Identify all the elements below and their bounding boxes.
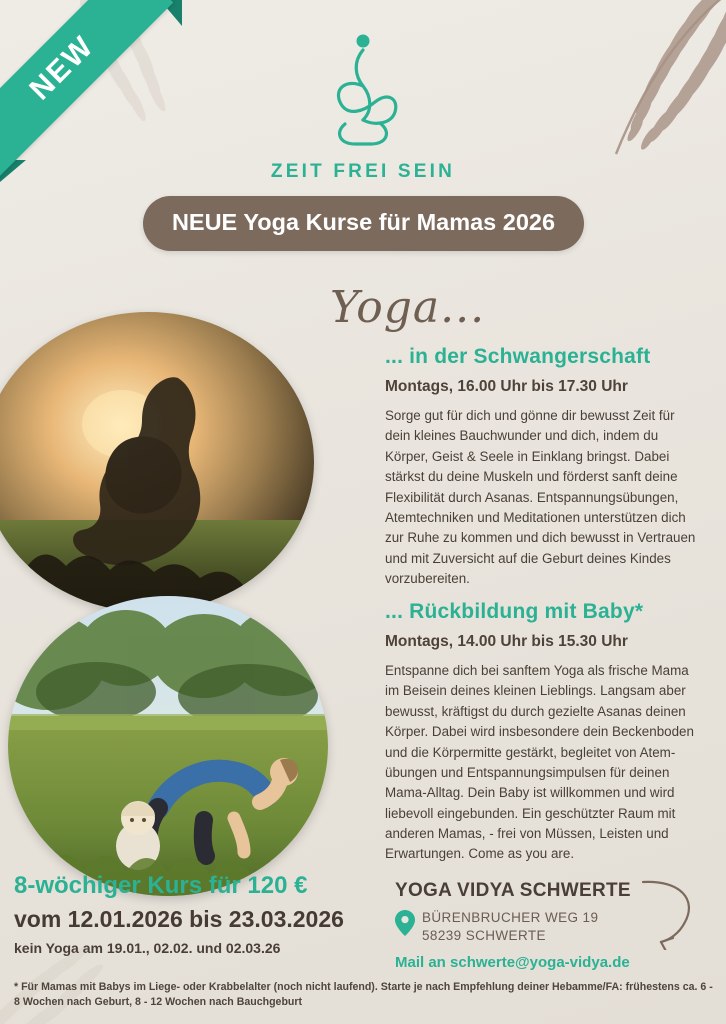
studio-contact-block xyxy=(395,880,695,972)
section-time: Montags, 16.00 Uhr bis 17.30 Uhr xyxy=(385,378,628,395)
footnote: * Für Mamas mit Babys im Liege- oder Krabbelalter (noch nicht laufend). Starte je nach Empfehlung deiner Hebamme/FA: frühestens ca. 6 - 8 Wochen nach Geburt, 8 - 12 Wochen nach Bauchgeburt xyxy=(14,980,713,1008)
section-body: Sorge gut für dich und gönne dir bewusst Zeit für dein kleines Bauchwunder und dich, indem du Körper, Geist & Seele in Einklang bringst. Dabei stärkst du deine Muskeln und förderst sanft deine Flexibilität durch Asanas. Entspannungsübungen, Atemtechniken und Meditationen unterstützen dich zur Ruhe zu kommen und dich bewusst in Vertrauen und mit Zuversicht auf die Geburt deines Kindes vorzubereiten. xyxy=(385,408,696,586)
location-pin-icon xyxy=(395,910,415,941)
brand-logo xyxy=(0,28,726,183)
address-line-2: 58239 SCHWERTE xyxy=(422,928,546,944)
address-lines xyxy=(422,909,598,945)
yoga-script-heading: Yoga... xyxy=(330,282,486,333)
curved-arrow-icon xyxy=(637,878,699,955)
section-postnatal-yoga xyxy=(385,600,697,865)
new-badge-label: NEW xyxy=(0,0,173,179)
course-dates: vom 12.01.2026 bis 23.03.2026 xyxy=(14,906,344,932)
photo-mom-yoga-with-baby xyxy=(8,596,328,896)
section-heading: ... Rückbildung mit Baby* xyxy=(385,600,644,623)
studio-name: YOGA VIDYA SCHWERTE xyxy=(395,880,631,901)
price-block xyxy=(14,872,364,956)
yoga-figure-infinity-logo-icon xyxy=(315,28,411,157)
price-label: 8-wöchiger Kurs für 120 € xyxy=(14,872,308,899)
section-time: Montags, 14.00 Uhr bis 15.30 Uhr xyxy=(385,633,628,650)
address-line-1: BÜRENBRUCHER WEG 19 xyxy=(422,910,599,925)
section-heading: ... in der Schwangerschaft xyxy=(385,345,651,368)
section-body: Entspanne dich bei sanftem Yoga als frische Mama im Beisein deines kleinen Lieblings. Langsam aber bewusst, kräftigst du durch gezielte Asanas deinen Körper. Dabei wird insbesondere dein Beckenboden und die Körpermitte gestärkt, begleitet von Atem-übungen und Entspannungsimpulsen für deinen Mama-Alltag. Dein Baby ist willkommen und wird liebevoll eingebunden. Ein geschützter Raum mit anderen Mamas, - frei von Müssen, Leisten und Erwartungen. Come as you are. xyxy=(385,663,694,862)
no-class-dates: kein Yoga am 19.01., 02.02. und 02.03.26 xyxy=(14,940,281,956)
brand-wordmark: ZEIT FREI SEIN xyxy=(270,161,456,182)
email-link[interactable]: Mail an schwerte@yoga-vidya.de xyxy=(395,954,630,972)
page-title: NEUE Yoga Kurse für Mamas 2026 xyxy=(143,196,584,251)
photo-pregnancy-meditation xyxy=(0,312,314,612)
section-pregnancy-yoga xyxy=(385,345,697,589)
